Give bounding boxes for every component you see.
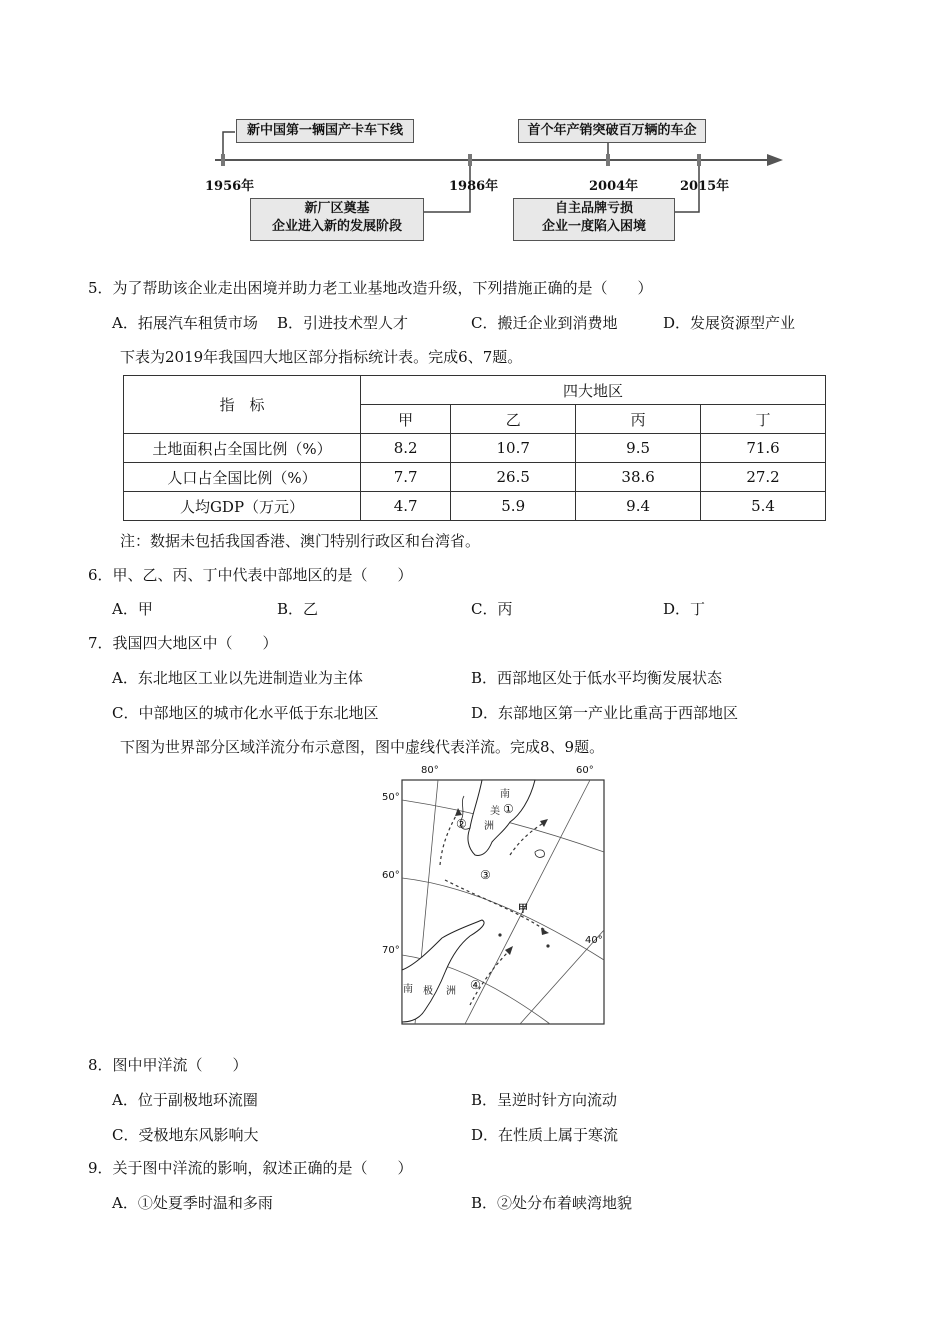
lat-50: 50° bbox=[382, 792, 400, 803]
q9-option-a[interactable]: A．①处夏季时温和多雨 bbox=[112, 1194, 273, 1212]
current-jia-label: 甲 bbox=[518, 904, 528, 915]
q6-option-a[interactable]: A．甲 bbox=[112, 600, 153, 618]
cell: 9.4 bbox=[576, 492, 701, 521]
cell: 4.7 bbox=[361, 492, 451, 521]
event-2015-line1: 自主品牌亏损 bbox=[554, 201, 633, 216]
timeline-arrow-icon bbox=[767, 154, 783, 166]
table-row bbox=[124, 434, 826, 463]
region-jia: 甲 bbox=[361, 405, 451, 434]
lon-60: 60° bbox=[576, 765, 594, 776]
marker-1: ① bbox=[503, 802, 514, 816]
sa-label-2: 美 bbox=[490, 806, 500, 817]
island-dot bbox=[498, 933, 501, 936]
q5-option-b[interactable]: B．引进技术型人才 bbox=[277, 314, 409, 332]
q7-option-c[interactable]: C．中部地区的城市化水平低于东北地区 bbox=[112, 704, 379, 722]
table-intro: 下表为2019年我国四大地区部分指标统计表。完成6、7题。 bbox=[120, 348, 523, 366]
year-1956: 1956年 bbox=[205, 179, 255, 194]
event-1986-line1: 新厂区奠基 bbox=[304, 201, 370, 216]
marker-2: ② bbox=[456, 817, 467, 831]
q6-stem: 6．甲、乙、丙、丁中代表中部地区的是（ ） bbox=[88, 566, 413, 584]
table-row bbox=[124, 463, 826, 492]
q7-option-d[interactable]: D．东部地区第一产业比重高于西部地区 bbox=[471, 704, 739, 722]
q7-option-a[interactable]: A．东北地区工业以先进制造业为主体 bbox=[112, 669, 363, 687]
year-1986: 1986年 bbox=[449, 179, 499, 194]
cell: 5.4 bbox=[701, 492, 826, 521]
falkland-islands bbox=[535, 850, 544, 857]
lon-80: 80° bbox=[421, 765, 439, 776]
q6-option-d[interactable]: D．丁 bbox=[663, 600, 706, 618]
q9-option-b[interactable]: B．②处分布着峡湾地貌 bbox=[471, 1194, 633, 1212]
event-2004: 首个年产销突破百万辆的车企 bbox=[518, 119, 706, 143]
cell: 9.5 bbox=[576, 434, 701, 463]
event-1986 bbox=[250, 198, 424, 241]
sa-label-3: 洲 bbox=[484, 821, 494, 832]
q6-option-c[interactable]: C．丙 bbox=[471, 600, 513, 618]
q8-stem: 8．图中甲洋流（ ） bbox=[88, 1056, 248, 1074]
region-yi: 乙 bbox=[451, 405, 576, 434]
table-note: 注：数据未包括我国香港、澳门特别行政区和台湾省。 bbox=[120, 532, 481, 550]
event-2015 bbox=[513, 198, 675, 241]
marker-4: ④ bbox=[470, 978, 481, 992]
year-2015: 2015年 bbox=[680, 179, 730, 194]
table-header-row bbox=[124, 376, 826, 405]
an-label-2: 极 bbox=[423, 986, 433, 997]
year-2004: 2004年 bbox=[589, 179, 639, 194]
an-label-1: 南 bbox=[403, 984, 413, 995]
sa-label-1: 南 bbox=[500, 789, 510, 800]
statistics-table bbox=[123, 375, 826, 521]
marker-3: ③ bbox=[480, 868, 491, 882]
q8-option-c[interactable]: C．受极地东风影响大 bbox=[112, 1126, 259, 1144]
map-intro: 下图为世界部分区域洋流分布示意图，图中虚线代表洋流。完成8、9题。 bbox=[120, 738, 605, 756]
cell: 27.2 bbox=[701, 463, 826, 492]
an-label-3: 洲 bbox=[446, 986, 456, 997]
q8-option-b[interactable]: B．呈逆时针方向流动 bbox=[471, 1091, 618, 1109]
header-group: 四大地区 bbox=[361, 376, 826, 405]
q9-stem: 9．关于图中洋流的影响，叙述正确的是（ ） bbox=[88, 1159, 413, 1177]
region-ding: 丁 bbox=[701, 405, 826, 434]
row-label: 人口占全国比例（%） bbox=[124, 463, 361, 492]
q5-option-c[interactable]: C．搬迁企业到消费地 bbox=[471, 314, 618, 332]
connector-1956 bbox=[223, 132, 235, 154]
row-label: 人均GDP（万元） bbox=[124, 492, 361, 521]
event-2015-line2: 企业一度陷入困境 bbox=[541, 219, 646, 234]
cell: 71.6 bbox=[701, 434, 826, 463]
tick-1956 bbox=[221, 154, 225, 166]
tick-1986 bbox=[468, 154, 472, 166]
q7-stem: 7．我国四大地区中（ ） bbox=[88, 634, 278, 652]
lat-60: 60° bbox=[382, 870, 400, 881]
q8-option-d[interactable]: D．在性质上属于寒流 bbox=[471, 1126, 619, 1144]
q5-option-d[interactable]: D．发展资源型产业 bbox=[663, 314, 796, 332]
q6-option-b[interactable]: B．乙 bbox=[277, 600, 319, 618]
cell: 26.5 bbox=[451, 463, 576, 492]
cell: 38.6 bbox=[576, 463, 701, 492]
cell: 7.7 bbox=[361, 463, 451, 492]
header-indicator: 指 标 bbox=[124, 376, 361, 434]
table-row bbox=[124, 492, 826, 521]
island-dot bbox=[546, 944, 549, 947]
cell: 10.7 bbox=[451, 434, 576, 463]
event-1986-line2: 企业进入新的发展阶段 bbox=[271, 219, 402, 234]
region-bing: 丙 bbox=[576, 405, 701, 434]
event-1956: 新中国第一辆国产卡车下线 bbox=[236, 119, 414, 143]
row-label: 土地面积占全国比例（%） bbox=[124, 434, 361, 463]
lon-40: 40° bbox=[585, 935, 603, 946]
q7-option-b[interactable]: B．西部地区处于低水平均衡发展状态 bbox=[471, 669, 723, 687]
cell: 5.9 bbox=[451, 492, 576, 521]
tick-2004 bbox=[606, 154, 610, 166]
tick-2015 bbox=[697, 154, 701, 166]
q8-option-a[interactable]: A．位于副极地环流圈 bbox=[112, 1091, 258, 1109]
q5-stem: 5．为了帮助该企业走出困境并助力老工业基地改造升级，下列措施正确的是（ ） bbox=[88, 279, 653, 297]
lat-70: 70° bbox=[382, 945, 400, 956]
cell: 8.2 bbox=[361, 434, 451, 463]
q5-option-a[interactable]: A．拓展汽车租赁市场 bbox=[112, 314, 258, 332]
